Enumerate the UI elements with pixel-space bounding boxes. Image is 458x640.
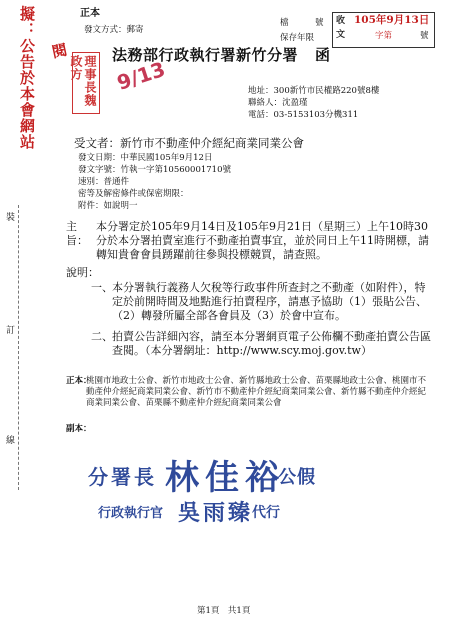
description-item-number: 二、 xyxy=(91,330,113,343)
description-item-text: 本分署執行義務人欠稅等行政事件所查封之不動產（如附件），特定於前開時間及地點進行拍賣程序，請惠予協助（1）張貼公告、（2）轉發所屬全部各會員及（3）於會中宣布。 xyxy=(112,281,427,322)
distribution-label: 正本： xyxy=(66,376,92,386)
description-label: 說明： xyxy=(66,266,99,279)
send-number: 發文字號：竹執一字第10560001710號 xyxy=(78,165,231,175)
send-date: 發文日期：中華民國105年9月12日 xyxy=(78,153,213,163)
signature-name: 林佳裕 xyxy=(165,458,285,498)
receipt-date: 105年9月13日 xyxy=(354,14,430,26)
margin-bottom-char: 線 xyxy=(6,436,16,446)
contact-line: 聯絡人：沈盈瑾 xyxy=(248,98,308,108)
subject-text: 本分署定於105年9月14日及105年9月21日（星期三）上午10時30分於本分署拍賣室進行不動產拍賣事宜，並於同日上午11時開標，請轉知貴會會員踴躍前往參與投標競買，請查照。 xyxy=(96,220,429,261)
attachment-line: 附件：如說明一 xyxy=(78,201,138,211)
chairman-stamp: 理事長魏政方 xyxy=(72,52,100,114)
signature-title: 分署長 xyxy=(88,465,157,489)
description-item-text: 拍賣公告詳細內容，請至本分署網頁電子公佈欄不動產拍賣公告區查閱。（本分署網址：http://www.scy.moj.gov.tw） xyxy=(112,330,431,357)
acting-prefix: 行政執行官 xyxy=(98,506,164,521)
subject-label: 主旨： xyxy=(66,220,88,247)
sender-label: 發文方式：郵寄 xyxy=(84,25,144,35)
signature-suffix: 公假 xyxy=(278,467,316,488)
margin-middle-char: 訂 xyxy=(6,326,16,336)
description-item-number: 一、 xyxy=(91,281,113,294)
address-line: 地址：300新竹市民權路220號8樓 xyxy=(248,86,380,96)
left-red-stamp: 擬：公告於本會網站 xyxy=(18,6,36,150)
acting-name: 吳雨臻 xyxy=(178,500,254,526)
recipient-line: 受文者：新竹市不動產仲介經紀商業同業公會 xyxy=(74,136,304,150)
retention-label: 保存年限 xyxy=(280,33,315,43)
cc-label: 副本： xyxy=(66,424,92,434)
left-mark: 閱 xyxy=(50,40,69,62)
handwritten-date: 9/13 xyxy=(114,56,169,95)
receipt-label: 收文 xyxy=(336,16,346,40)
file-label: 檔 xyxy=(280,18,289,28)
receipt-word: 字第 xyxy=(375,31,393,41)
secret-line: 密等及解密條件或保密期限： xyxy=(78,189,189,199)
distribution-text: 桃園市地政士公會、新竹市地政士公會、新竹縣地政士公會、苗栗縣地政士公會、桃園市不動產仲介經紀商業同業公會、新竹市不動產仲介經紀商業同業公會、新竹縣不動產仲介經紀商業同業公會、苗栗縣不動產仲介經紀商業同業公會 xyxy=(86,376,427,408)
binding-line xyxy=(18,205,19,490)
file-number-label: 號 xyxy=(315,18,324,28)
acting-suffix: 代行 xyxy=(252,505,280,521)
copy-label: 正本 xyxy=(80,8,100,19)
document-type: 函 xyxy=(315,46,331,64)
page-footer: 第1頁 共1頁 xyxy=(197,606,251,616)
receipt-number-label: 號 xyxy=(420,31,429,41)
phone-line: 電話：03-5153103分機311 xyxy=(248,110,359,120)
speed-line: 速別：普通件 xyxy=(78,177,130,187)
margin-top-char: 裝 xyxy=(6,213,16,223)
agency-title: 法務部行政執行署新竹分署 xyxy=(112,46,299,64)
